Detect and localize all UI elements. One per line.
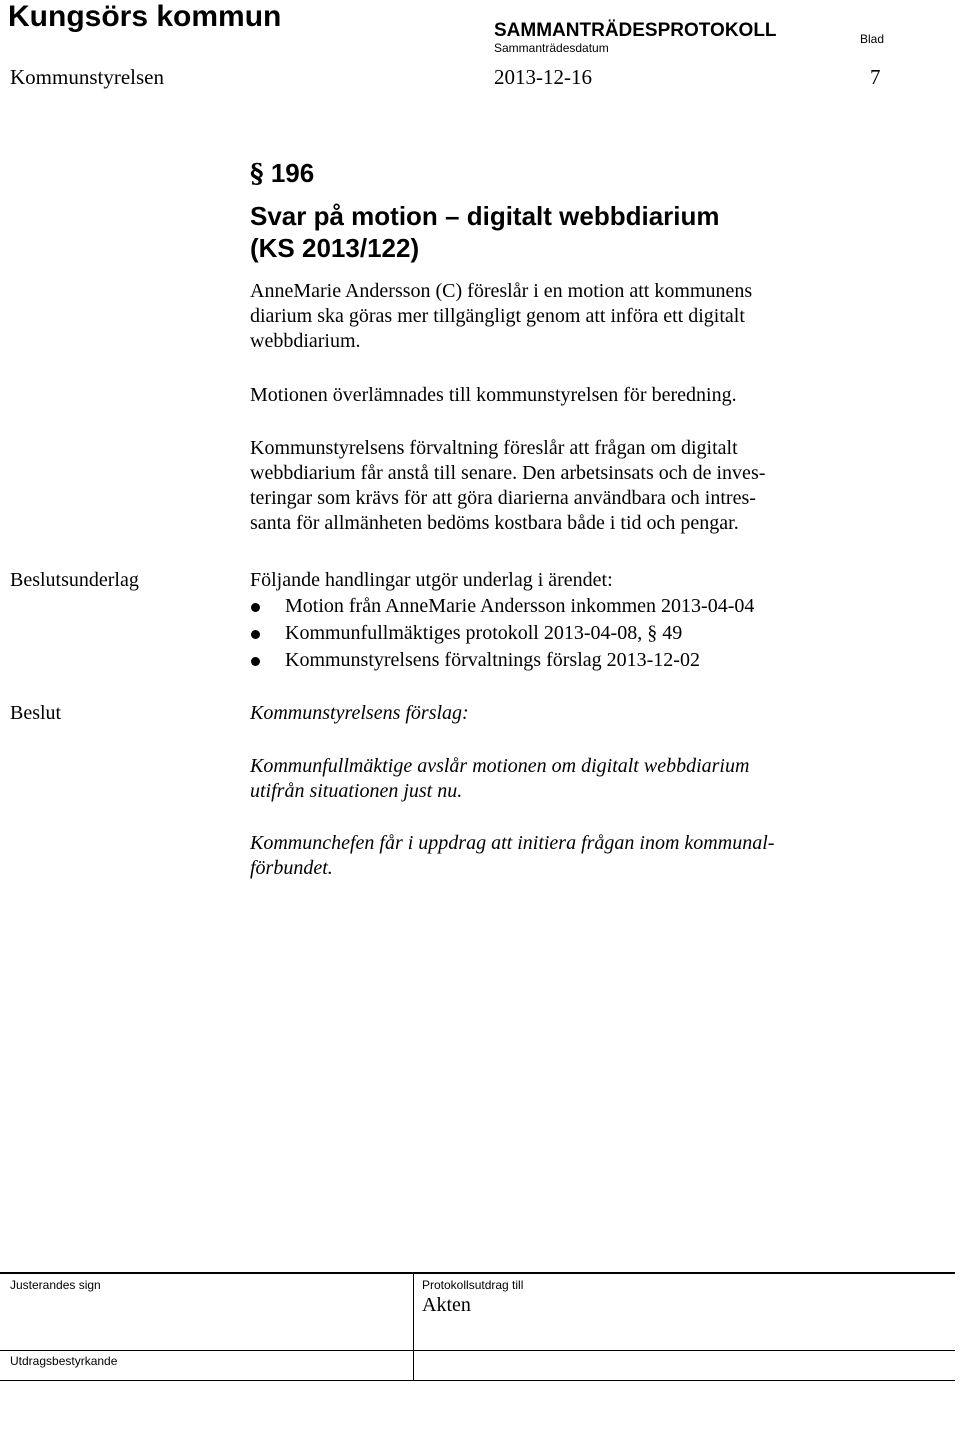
- page-number: 7: [870, 65, 881, 89]
- text-line: utifrån situationen just nu.: [250, 780, 463, 802]
- footer-bottom-rule: [0, 1380, 955, 1381]
- signature-footer: [0, 1272, 960, 1382]
- section-title-line: Svar på motion – digitalt webbdiarium: [250, 201, 720, 231]
- certifier-label: Utdragsbestyrkande: [10, 1354, 118, 1368]
- decision-proposal-1: [250, 754, 749, 804]
- decision-label: Beslut: [10, 702, 62, 724]
- text-line: AnneMarie Andersson (C) föreslår i en motion att kommunens: [250, 280, 753, 302]
- municipality-name: Kungsörs kommun: [8, 0, 282, 33]
- section-symbol: §: [250, 159, 264, 189]
- section-number-value: 196: [270, 158, 315, 188]
- text-line: santa för allmänheten bedöms kostbara både i tid och pengar.: [250, 512, 739, 534]
- text-line: teringar som krävs för att göra diarierna användbara och intres-: [250, 487, 756, 509]
- text-line: Kommunfullmäktige avslår motionen om digitalt webbdiarium: [250, 755, 750, 777]
- footer-top-rule: [0, 1272, 955, 1274]
- extract-to-label: Protokollsutdrag till: [422, 1278, 524, 1292]
- meeting-date-label: Sammanträdesdatum: [494, 41, 609, 55]
- bullet-icon: [251, 630, 260, 639]
- text-line: Kommunchefen får i uppdrag att initiera frågan inom kommunal-: [250, 832, 775, 854]
- decision-heading: Kommunstyrelsens förslag:: [250, 702, 469, 724]
- committee-name: Kommunstyrelsen: [10, 65, 164, 89]
- extract-to-value: Akten: [422, 1294, 471, 1316]
- section-title: [250, 200, 720, 264]
- footer-divider: [413, 1272, 414, 1381]
- text-line: webbdiarium.: [250, 330, 361, 352]
- paragraph-administration: [250, 436, 765, 536]
- text-line: Motionen överlämnades till kommunstyrelsen för beredning.: [250, 384, 737, 406]
- decision-proposal-2: [250, 831, 774, 881]
- decision-basis-intro: Följande handlingar utgör underlag i ärendet:: [250, 569, 613, 591]
- document-type: SAMMANTRÄDESPROTOKOLL: [494, 20, 777, 41]
- decision-basis-label: Beslutsunderlag: [10, 569, 139, 591]
- bullet-icon: [251, 603, 260, 612]
- section-title-line: (KS 2013/122): [250, 233, 420, 263]
- text-line: webbdiarium får anstå till senare. Den arbetsinsats och de inves-: [250, 462, 766, 484]
- meeting-date: 2013-12-16: [494, 65, 592, 89]
- section-number: [250, 157, 314, 190]
- adjuster-sign-label: Justerandes sign: [10, 1278, 101, 1292]
- paragraph-motion: [250, 279, 752, 354]
- bullet-icon: [251, 657, 260, 666]
- text-line: Kommunstyrelsens förvaltning föreslår att frågan om digitalt: [250, 437, 738, 459]
- text-line: diarium ska göras mer tillgängligt genom att införa ett digitalt: [250, 305, 745, 327]
- page-label: Blad: [860, 32, 885, 46]
- footer-middle-rule: [0, 1350, 955, 1351]
- text-line: förbundet.: [250, 857, 333, 879]
- paragraph-referral: [250, 383, 737, 408]
